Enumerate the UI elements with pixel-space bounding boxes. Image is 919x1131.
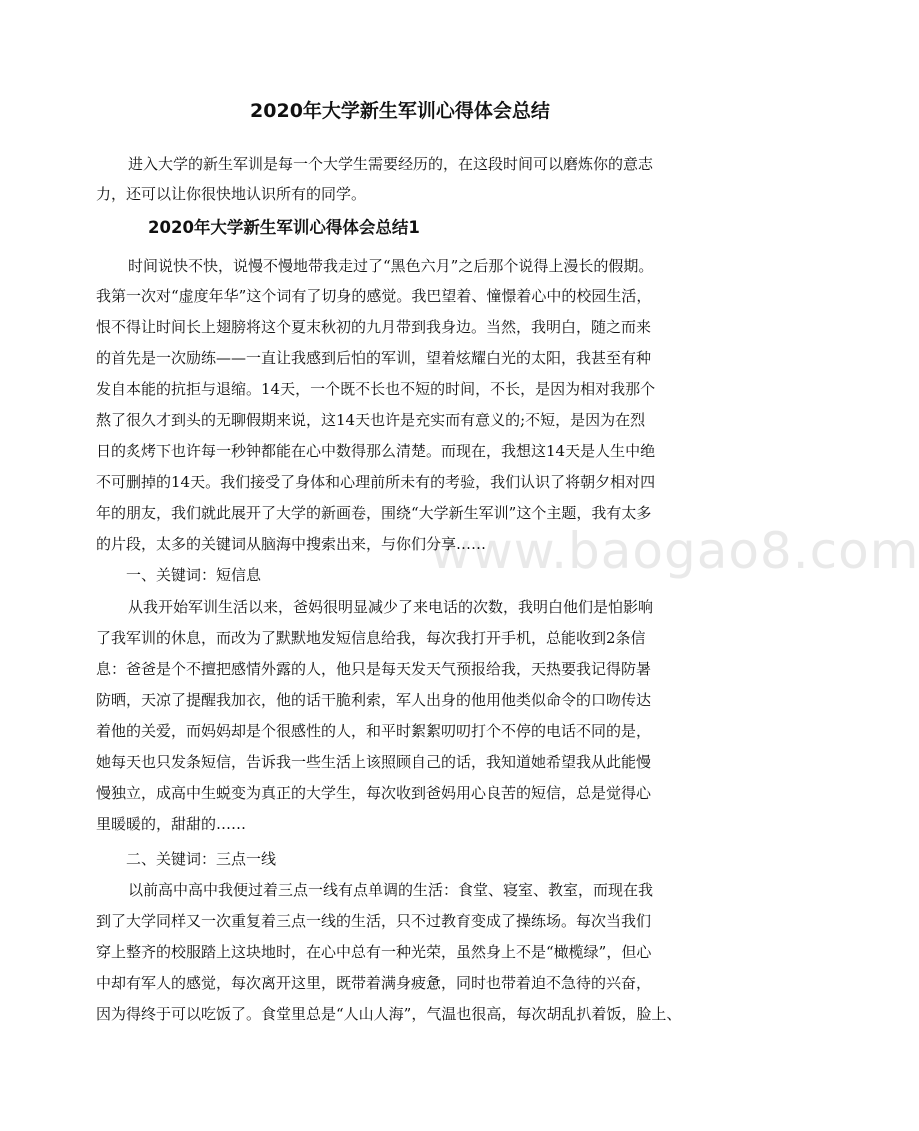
watermark: www.baogao8.com (430, 522, 919, 580)
paragraph-line: 发自本能的抗拒与退缩。14天，一个既不长也不短的时间，不长，是因为相对我那个 (96, 380, 656, 398)
paragraph-line: 因为得终于可以吃饭了。食堂里总是“人山人海”，气温也很高，每次胡乱扒着饭，脸上、 (96, 1005, 682, 1023)
paragraph-line: 息：爸爸是个不擅把感情外露的人，他只是每天发天气预报给我，天热要我记得防暑 (96, 660, 652, 678)
paragraph-line: 慢独立，成高中生蜕变为真正的大学生，每次收到爸妈用心良苦的短信，总是觉得心 (96, 784, 652, 802)
keyword-heading: 一、关键词：短信息 (126, 566, 262, 584)
section-heading: 2020年大学新生军训心得体会总结1 (148, 218, 420, 237)
paragraph-line: 力，还可以让你很快地认识所有的同学。 (96, 185, 367, 203)
paragraph-line: 的片段，太多的关键词从脑海中搜索出来，与你们分享…… (96, 535, 487, 553)
paragraph-line: 恨不得让时间长上翅膀将这个夏末秋初的九月带到我身边。当然，我明白，随之而来 (96, 318, 652, 336)
paragraph-line: 防晒，天凉了提醒我加衣，他的话干脆利索，军人出身的他用他类似命令的口吻传达 (96, 691, 652, 709)
paragraph-line: 她每天也只发条短信，告诉我一些生活上该照顾自己的话，我知道她希望我从此能慢 (96, 753, 652, 771)
paragraph-line: 以前高中高中我便过着三点一线有点单调的生活：食堂、寝室、教室，而现在我 (128, 881, 654, 899)
paragraph-line: 我第一次对“虚度年华”这个词有了切身的感觉。我巴望着、憧憬着心中的校园生活， (96, 287, 652, 305)
paragraph-line: 里暖暖的，甜甜的…… (96, 815, 247, 833)
paragraph-line: 时间说快不快，说慢不慢地带我走过了“黑色六月”之后那个说得上漫长的假期。 (128, 257, 654, 275)
keyword-heading: 二、关键词：三点一线 (126, 850, 277, 868)
paragraph-line: 的首先是一次励练——一直让我感到后怕的军训，望着炫耀白光的太阳，我甚至有种 (96, 349, 652, 367)
paragraph-line: 日的炙烤下也许每一秒钟都能在心中数得那么清楚。而现在，我想这14天是人生中绝 (96, 442, 656, 460)
paragraph-line: 穿上整齐的校服踏上这块地时，在心中总有一种光荣，虽然身上不是“橄榄绿”，但心 (96, 943, 652, 961)
paragraph-line: 着他的关爱，而妈妈却是个很感性的人，和平时絮絮叨叨打个不停的电话不同的是， (96, 722, 652, 740)
paragraph-line: 熬了很久才到头的无聊假期来说，这14天也许是充实而有意义的;不短，是因为在烈 (96, 411, 646, 429)
document-title: 2020年大学新生军训心得体会总结 (250, 100, 550, 122)
paragraph-line: 不可删掉的14天。我们接受了身体和心理前所未有的考验，我们认识了将朝夕相对四 (96, 473, 656, 491)
paragraph-line: 到了大学同样又一次重复着三点一线的生活，只不过教育变成了操练场。每次当我们 (96, 912, 652, 930)
paragraph-line: 中却有军人的感觉，每次离开这里，既带着满身疲惫，同时也带着迫不急待的兴奋， (96, 974, 652, 992)
paragraph-line: 进入大学的新生军训是每一个大学生需要经历的，在这段时间可以磨炼你的意志 (128, 155, 654, 173)
paragraph-line: 从我开始军训生活以来，爸妈很明显减少了来电话的次数，我明白他们是怕影响 (128, 598, 654, 616)
paragraph-line: 年的朋友，我们就此展开了大学的新画卷，围绕“大学新生军训”这个主题，我有太多 (96, 504, 652, 522)
paragraph-line: 了我军训的休息，而改为了默默地发短信息给我，每次我打开手机，总能收到2条信 (96, 629, 646, 647)
